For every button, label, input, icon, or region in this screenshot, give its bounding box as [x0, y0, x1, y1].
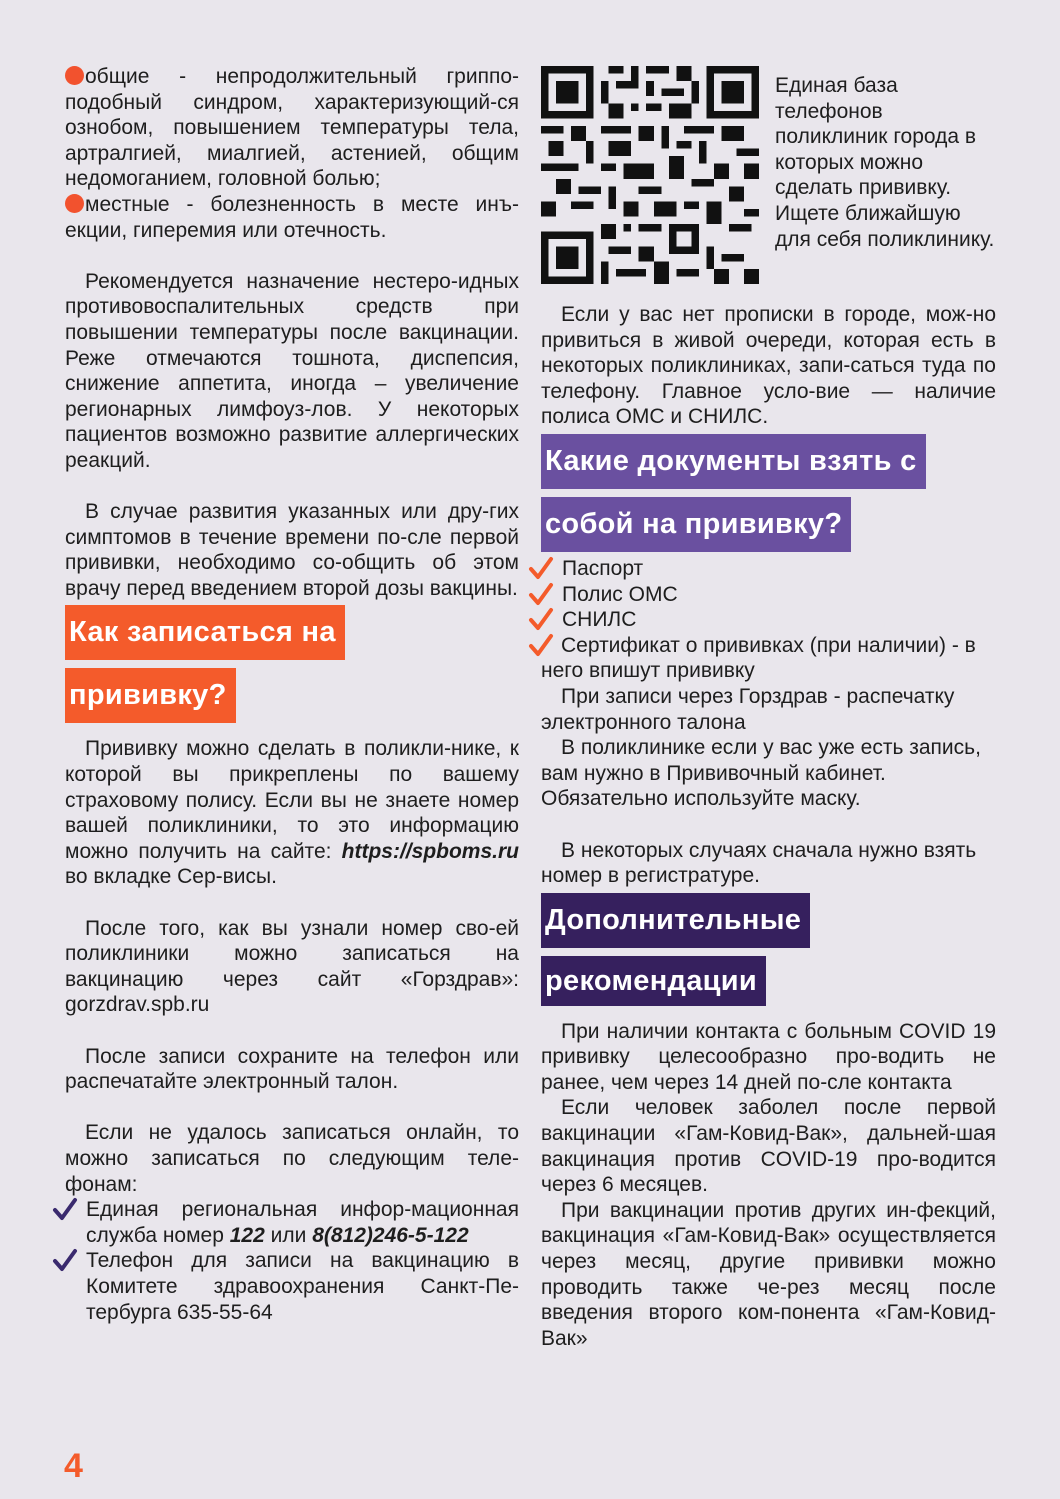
- orange-check-icon: [528, 607, 554, 633]
- heading-how-to-signup: Как записаться на прививку?: [65, 605, 519, 723]
- phone-item-2: Телефон для записи на вакцинацию в Комитете здравоохранения Санкт-Пе-тербурга 635-55-64: [65, 1248, 519, 1325]
- paragraph-no-registration: Если у вас нет прописки в городе, мож-но привиться в живой очереди, которая есть в некоторых поликлиниках, запи-саться туда по телефону. Главное усло-вие — наличие полиса ОМС и СНИЛС.: [541, 303, 996, 429]
- paragraph-other-vaccines: При вакцинации против других ин-фекций, вакцинация «Гам-Ковид-Вак» осуществляется через месяц, другие прививки можно проводить также че-рез месяц после введения второго ком-понента «Гам-Ковид-Вак»: [541, 1198, 996, 1350]
- paragraph-registry: В некоторых случаях сначала нужно взять номер в регистратуре.: [541, 838, 977, 888]
- qr-code-icon[interactable]: [541, 66, 759, 284]
- page-number: 4: [64, 1447, 83, 1485]
- purple-check-icon: [52, 1248, 78, 1274]
- paragraph-ill: Если человек заболел после первой вакцинации «Гам-Ковид-Вак», дальней-шая вакцинация против COVID-19 про-водится через 6 месяцев.: [541, 1096, 996, 1197]
- qr-caption: Единая база телефонов поликлиник города в которых можно сделать прививку. Ищете ближайшую для себя поликлинику.: [775, 74, 995, 251]
- doc-item-certificate: Сертификат о прививках (при наличии) - в него впишут прививку: [541, 633, 996, 684]
- paragraph-symptoms: В случае развития указанных или дру-гих симптомов в течение времени по-сле первой прививки, необходимо со-общить об этом врачу перед введением второй дозы вакцины.: [65, 500, 519, 600]
- heading-documents: Какие документы взять с собой на прививку?: [541, 434, 996, 552]
- doc-item-snils: СНИЛС: [541, 607, 996, 633]
- paragraph-recommend: Рекомендуется назначение нестеро-идных противовоспалительных средств при повышении температуры после вакцинации. Реже отмечаются тошнота, диспепсия, снижение аппетита, иногда – увеличение регионарных лимфоуз-лов. У некоторых пациентов возможно развитие аллергических реакций.: [65, 269, 519, 472]
- phone-item-1: Единая региональная инфор-мационная служба номер 122 или 8(812)246-5-122: [65, 1197, 519, 1248]
- bullet-local: местные - болезненность в месте инъ-екции, гиперемия или отечность.: [65, 192, 519, 242]
- left-column: [65, 64, 519, 1325]
- purple-check-icon: [52, 1197, 78, 1223]
- paragraph-contact: При наличии контакта с больным COVID 19 прививку целесообразно про-водить не ранее, чем через 14 дней по-сле контакта: [541, 1019, 996, 1094]
- qr-block: [541, 64, 996, 296]
- doc-item-passport: Паспорт: [541, 556, 996, 582]
- orange-check-icon: [528, 582, 554, 608]
- orange-dot-icon: [65, 194, 84, 213]
- paragraph-gorzdrav: После того, как вы узнали номер сво-ей поликлиники можно записаться на вакцинацию через сайт «Горздрав»: gorzdrav.spb.ru: [65, 916, 519, 1017]
- bullet-general: общие - непродолжительный гриппо-подобный синдром, характеризующий-ся ознобом, повышением температуры тела, артралгией, миалгией, астенией, общим недомоганием, головной болью;: [65, 65, 519, 191]
- paragraph-clinic: Прививку можно сделать в поликли-нике, к которой вы прикреплены по вашему страховому полису. Если вы не знаете номер вашей поликлиники, то это информацию можно получить на сайте: https://spboms.ru во вкладке Сер-висы.: [65, 737, 519, 889]
- spboms-link[interactable]: https://spboms.ru: [341, 839, 519, 863]
- heading-extra-recommendations: Дополнительные рекомендации: [541, 893, 996, 1006]
- documents-list: [541, 556, 996, 684]
- doc-item-oms: Полис ОМС: [541, 582, 996, 608]
- paragraph-save-ticket: После записи сохраните на телефон или распечатайте электронный талон.: [65, 1044, 519, 1094]
- orange-check-icon: [528, 556, 554, 582]
- paragraph-gorzdrav-print: При записи через Горздрав - распечатку электронного талона: [541, 684, 955, 734]
- orange-check-icon: [528, 633, 554, 659]
- right-column: [541, 64, 996, 1351]
- paragraph-cabinet: В поликлинике если у вас уже есть запись, вам нужно в Прививочный кабинет. Обязательно используйте маску.: [541, 736, 981, 811]
- paragraph-phones-intro: Если не удалось записаться онлайн, то можно записаться по следующим теле-фонам:: [65, 1121, 519, 1196]
- orange-dot-icon: [65, 66, 84, 85]
